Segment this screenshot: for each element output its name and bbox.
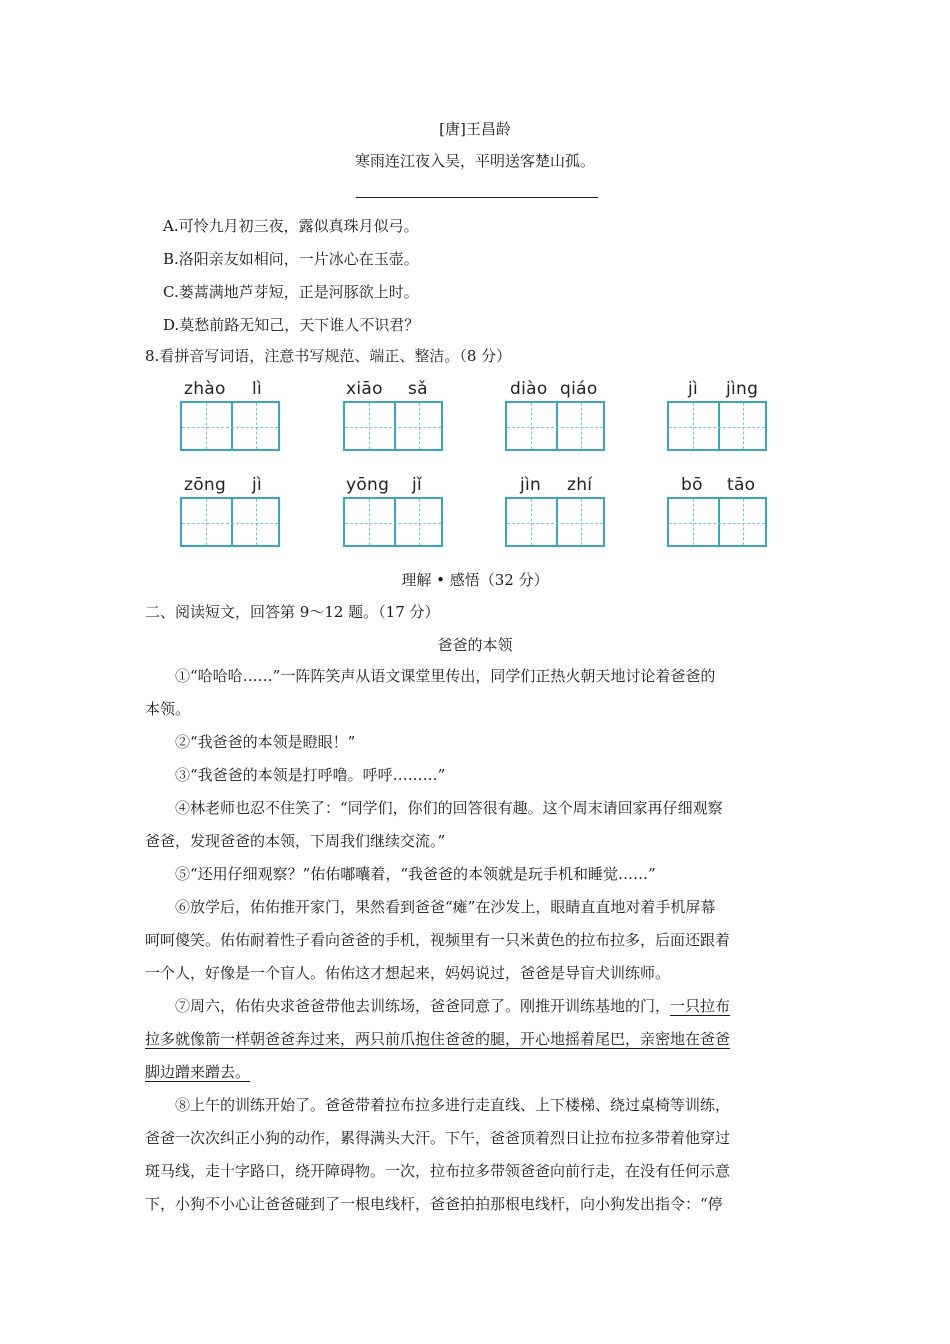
pinyin: yōng xyxy=(346,475,390,495)
section-heading: 理解 • 感悟（32 分） xyxy=(401,571,549,589)
pinyin: qiáo xyxy=(560,379,598,399)
article-paragraph-8: ⑧上午的训练开始了。爸爸带着拉布拉多进行走直线、上下楼梯、绕过桌椅等训练， 爸爸一次次纠正小狗的动作，累得满头大汗。下午，爸爸顶着烈日让拉布拉多带着他穿过 斑马线，走十字路口，绕开障碍物。一次，拉布拉多带领爸爸向前行走，在没有任何示意 下，小狗不小心让爸爸碰到了一根电线杆，爸爸拍拍那根电线杆，向小狗发出指令：“停 xyxy=(145,1096,731,1213)
pinyin: tāo xyxy=(727,475,756,495)
option-d: D.莫愁前路无知己，天下谁人不识君？ xyxy=(163,316,420,334)
article-paragraph-7: ⑦周六，佑佑央求爸爸带他去训练场，爸爸同意了。刚推开训练基地的门，一只拉布 拉多就像箭一样朝爸爸奔过来，两只前爪抱住爸爸的腿，开心地摇着尾巴，亲密地在爸爸 脚边蹭来蹭去。 xyxy=(145,997,731,1081)
article-paragraph-3: ③“我爸爸的本领是打呼噜。呼呼………” xyxy=(175,766,446,784)
writing-grid[interactable] xyxy=(667,401,767,451)
option-a: A.可怜九月初三夜，露似真珠月似弓。 xyxy=(163,217,419,235)
pinyin: jìn xyxy=(520,475,542,495)
pinyin: zhào xyxy=(184,379,226,399)
writing-grid[interactable] xyxy=(343,401,443,451)
answer-blank-line xyxy=(356,197,598,198)
pinyin: sǎ xyxy=(408,379,428,399)
pinyin: diào xyxy=(510,379,548,399)
writing-grid[interactable] xyxy=(505,497,605,547)
pinyin: zhí xyxy=(567,475,593,495)
writing-grid[interactable] xyxy=(505,401,605,451)
article-paragraph-6: ⑥放学后，佑佑推开家门，果然看到爸爸“瘫”在沙发上，眼睛直直地对着手机屏幕 呵呵傻笑。佑佑耐着性子看向爸爸的手机，视频里有一只米黄色的拉布拉多，后面还跟着 一个人，好像是一个盲人。佑佑这才想起来，妈妈说过，爸爸是导盲犬训练师。 xyxy=(145,898,731,982)
pinyin: lì xyxy=(252,379,263,399)
article-paragraph-4: ④林老师也忍不住笑了：“同学们，你们的回答很有趣。这个周末请回家再仔细观察 爸爸，发现爸爸的本领，下周我们继续交流。” xyxy=(145,799,723,850)
underlined-sentence: 脚边蹭来蹭去。 xyxy=(145,1063,251,1081)
pinyin: jǐ xyxy=(412,475,423,495)
underlined-sentence: 拉多就像箭一样朝爸爸奔过来，两只前爪抱住爸爸的腿，开心地摇着尾巴，亲密地在爸爸 xyxy=(145,1030,731,1048)
pinyin: zōng xyxy=(184,475,227,495)
poem-line: 寒雨连江夜入吴，平明送客楚山孤。 xyxy=(354,152,595,170)
writing-grid[interactable] xyxy=(343,497,443,547)
part-2-instruction: 二、阅读短文，回答第 9～12 题。（17 分） xyxy=(145,603,440,621)
poem-author: [唐]王昌龄 xyxy=(439,120,511,138)
question-8-title: 8.看拼音写词语，注意书写规范、端正、整洁。（8 分） xyxy=(145,347,512,365)
pinyin: xiāo xyxy=(346,379,383,399)
pinyin: jìng xyxy=(726,379,759,399)
article-paragraph-5: ⑤“还用仔细观察？”佑佑嘟囔着，“我爸爸的本领就是玩手机和睡觉……” xyxy=(175,865,656,883)
article-paragraph-1: ①“哈哈哈……”一阵阵笑声从语文课堂里传出，同学们正热火朝天地讨论着爸爸的 本领。 xyxy=(145,667,716,718)
option-b: B.洛阳亲友如相问，一片冰心在玉壶。 xyxy=(163,250,419,268)
writing-grid[interactable] xyxy=(180,497,280,547)
writing-grid[interactable] xyxy=(180,401,280,451)
pinyin: bō xyxy=(681,475,703,495)
pinyin: jì xyxy=(252,475,263,495)
underlined-sentence: 一只拉布 xyxy=(670,997,731,1015)
pinyin: jì xyxy=(688,379,699,399)
article-title: 爸爸的本领 xyxy=(437,636,513,654)
article-paragraph-2: ②“我爸爸的本领是瞪眼！” xyxy=(175,733,356,751)
writing-grid[interactable] xyxy=(667,497,767,547)
option-c: C.蒌蒿满地芦芽短，正是河豚欲上时。 xyxy=(163,283,419,301)
